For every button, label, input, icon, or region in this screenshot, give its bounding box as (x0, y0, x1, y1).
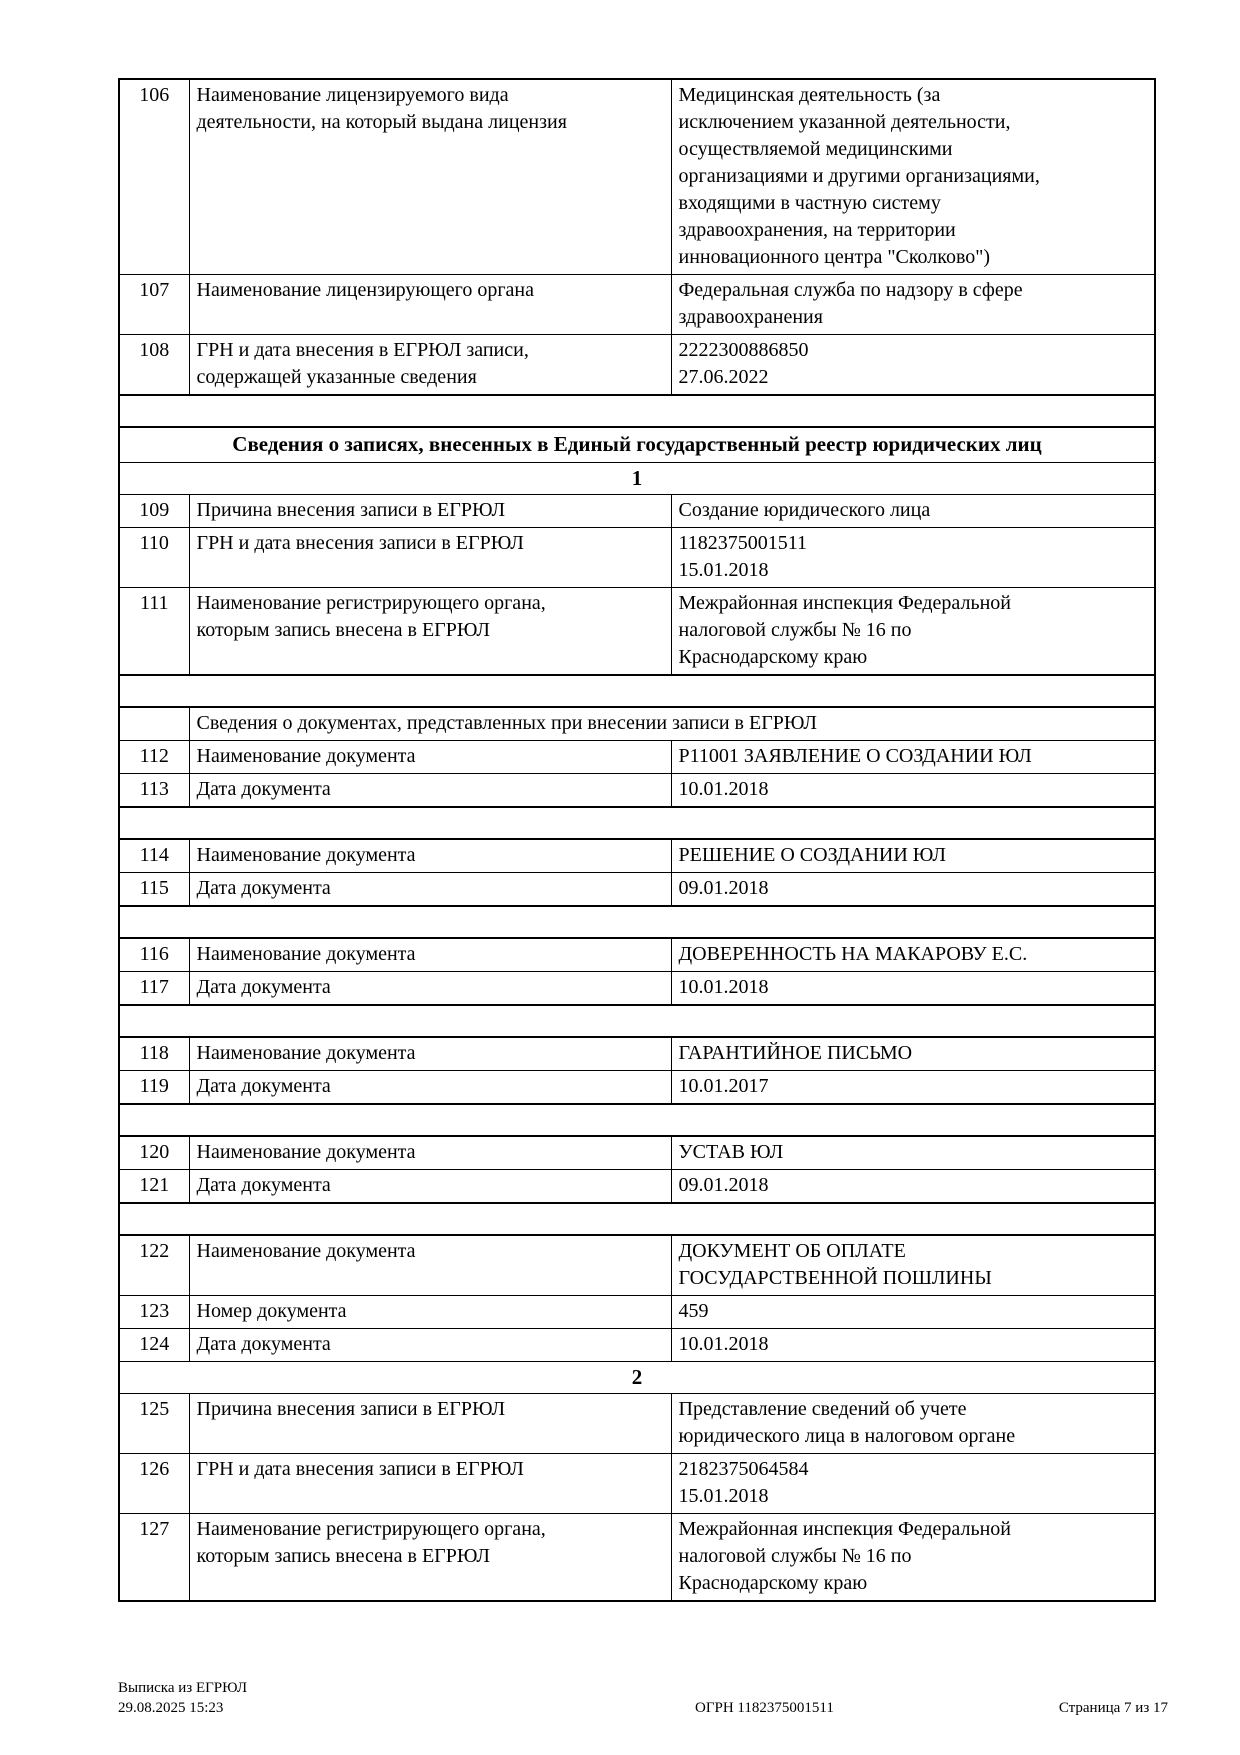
value-cell: 1182375001511 15.01.2018 (671, 528, 1155, 588)
spacer-cell (119, 395, 1155, 427)
spacer-cell (119, 1203, 1155, 1235)
row-number-cell: 119 (119, 1071, 189, 1105)
table-row (119, 938, 1155, 972)
value-cell: Представление сведений об учете юридического лица в налоговом органе (671, 1394, 1155, 1454)
value-cell: РЕШЕНИЕ О СОЗДАНИИ ЮЛ (671, 839, 1155, 873)
table-row (119, 972, 1155, 1006)
attribute-cell: Наименование документа (189, 1235, 671, 1296)
section-header-cell: Сведения о записях, внесенных в Единый государственный реестр юридических лиц (119, 427, 1155, 463)
attribute-cell: Наименование документа (189, 1037, 671, 1071)
value-cell: 10.01.2018 (671, 972, 1155, 1006)
spacer-cell (119, 807, 1155, 839)
row-number-cell: 124 (119, 1329, 189, 1362)
table-row (119, 528, 1155, 588)
attribute-cell: Наименование регистрирующего органа, которым запись внесена в ЕГРЮЛ (189, 588, 671, 676)
table-row (119, 839, 1155, 873)
attribute-cell: Дата документа (189, 1170, 671, 1204)
row-number-cell: 110 (119, 528, 189, 588)
spacer-row (119, 675, 1155, 707)
attribute-cell: Дата документа (189, 1329, 671, 1362)
value-cell: 2182375064584 15.01.2018 (671, 1454, 1155, 1514)
table-row (119, 588, 1155, 676)
value-cell: 2222300886850 27.06.2022 (671, 335, 1155, 396)
attribute-cell: Наименование документа (189, 839, 671, 873)
value-cell: 459 (671, 1296, 1155, 1329)
spacer-row (119, 1203, 1155, 1235)
attribute-cell: Наименование лицензируемого вида деятельности, на который выдана лицензия (189, 79, 671, 275)
spacer-row (119, 1104, 1155, 1136)
attribute-cell: Дата документа (189, 774, 671, 808)
spacer-cell (119, 906, 1155, 938)
spacer-cell (119, 675, 1155, 707)
attribute-cell: ГРН и дата внесения в ЕГРЮЛ записи, содержащей указанные сведения (189, 335, 671, 396)
row-number-cell: 127 (119, 1514, 189, 1602)
value-cell: 10.01.2018 (671, 774, 1155, 808)
table-row (119, 741, 1155, 774)
row-number-cell: 109 (119, 495, 189, 528)
table-row (119, 1394, 1155, 1454)
table-row (119, 1071, 1155, 1105)
value-cell: Медицинская деятельность (за исключением указанной деятельности, осуществляемой медицинскими организациями и другими организациями, входящими в частную систему здравоохранения, на территории инновационного центра "Сколково") (671, 79, 1155, 275)
table-row (119, 1235, 1155, 1296)
row-number-cell: 107 (119, 275, 189, 335)
value-cell: ГАРАНТИЙНОЕ ПИСЬМО (671, 1037, 1155, 1071)
record-number-cell: 2 (119, 1362, 1155, 1394)
egrul-table (118, 78, 1156, 1602)
row-number-cell: 120 (119, 1136, 189, 1170)
table-row (119, 1136, 1155, 1170)
row-number-cell: 116 (119, 938, 189, 972)
attribute-cell: ГРН и дата внесения записи в ЕГРЮЛ (189, 1454, 671, 1514)
table-row (119, 335, 1155, 396)
value-cell: Межрайонная инспекция Федеральной налоговой службы № 16 по Краснодарскому краю (671, 1514, 1155, 1602)
subsection-header-row (119, 707, 1155, 741)
value-cell: Создание юридического лица (671, 495, 1155, 528)
value-cell: 09.01.2018 (671, 873, 1155, 907)
footer-doc-type: Выписка из ЕГРЮЛ (118, 1680, 247, 1696)
row-number-cell: 117 (119, 972, 189, 1006)
table-row (119, 275, 1155, 335)
table-row (119, 1170, 1155, 1204)
table-row (119, 774, 1155, 808)
footer-page-number: Страница 7 из 17 (1058, 1700, 1168, 1716)
spacer-cell (119, 1104, 1155, 1136)
table-row (119, 1454, 1155, 1514)
table-row (119, 1329, 1155, 1362)
attribute-cell: Наименование документа (189, 1136, 671, 1170)
footer-left-block (118, 1678, 247, 1718)
attribute-cell: Наименование регистрирующего органа, которым запись внесена в ЕГРЮЛ (189, 1514, 671, 1602)
table-row (119, 1296, 1155, 1329)
footer-ogrn: ОГРН 1182375001511 (695, 1700, 834, 1716)
row-number-cell: 106 (119, 79, 189, 275)
attribute-cell: Причина внесения записи в ЕГРЮЛ (189, 1394, 671, 1454)
table-row (119, 79, 1155, 275)
value-cell: 09.01.2018 (671, 1170, 1155, 1204)
row-number-cell: 112 (119, 741, 189, 774)
subsection-header-cell: Сведения о документах, представленных при внесении записи в ЕГРЮЛ (189, 707, 1155, 741)
table-row (119, 1037, 1155, 1071)
attribute-cell: Наименование документа (189, 741, 671, 774)
row-number-cell: 118 (119, 1037, 189, 1071)
spacer-row (119, 395, 1155, 427)
row-number-cell: 114 (119, 839, 189, 873)
value-cell: УСТАВ ЮЛ (671, 1136, 1155, 1170)
attribute-cell: Причина внесения записи в ЕГРЮЛ (189, 495, 671, 528)
section-header-row (119, 427, 1155, 463)
value-cell: 10.01.2017 (671, 1071, 1155, 1105)
spacer-row (119, 807, 1155, 839)
value-cell: ДОВЕРЕННОСТЬ НА МАКАРОВУ Е.С. (671, 938, 1155, 972)
row-number-cell: 123 (119, 1296, 189, 1329)
record-number-cell: 1 (119, 463, 1155, 495)
attribute-cell: Дата документа (189, 873, 671, 907)
record-number-row (119, 1362, 1155, 1394)
row-number-cell: 126 (119, 1454, 189, 1514)
value-cell: Межрайонная инспекция Федеральной налоговой службы № 16 по Краснодарскому краю (671, 588, 1155, 676)
row-number-cell: 113 (119, 774, 189, 808)
record-number-row (119, 463, 1155, 495)
row-number-cell: 111 (119, 588, 189, 676)
attribute-cell: ГРН и дата внесения записи в ЕГРЮЛ (189, 528, 671, 588)
table-row (119, 495, 1155, 528)
row-number-cell: 115 (119, 873, 189, 907)
value-cell: Федеральная служба по надзору в сфере здравоохранения (671, 275, 1155, 335)
spacer-row (119, 1005, 1155, 1037)
attribute-cell: Дата документа (189, 1071, 671, 1105)
attribute-cell: Дата документа (189, 972, 671, 1006)
value-cell: ДОКУМЕНТ ОБ ОПЛАТЕ ГОСУДАРСТВЕННОЙ ПОШЛИНЫ (671, 1235, 1155, 1296)
row-number-cell: 121 (119, 1170, 189, 1204)
spacer-row (119, 906, 1155, 938)
value-cell: 10.01.2018 (671, 1329, 1155, 1362)
spacer-cell (119, 1005, 1155, 1037)
row-number-cell: 125 (119, 1394, 189, 1454)
table-row (119, 873, 1155, 907)
attribute-cell: Номер документа (189, 1296, 671, 1329)
footer-datetime: 29.08.2025 15:23 (118, 1700, 224, 1716)
table-row (119, 1514, 1155, 1602)
row-number-cell: 108 (119, 335, 189, 396)
row-number-cell (119, 707, 189, 741)
value-cell: Р11001 ЗАЯВЛЕНИЕ О СОЗДАНИИ ЮЛ (671, 741, 1155, 774)
row-number-cell: 122 (119, 1235, 189, 1296)
attribute-cell: Наименование лицензирующего органа (189, 275, 671, 335)
attribute-cell: Наименование документа (189, 938, 671, 972)
